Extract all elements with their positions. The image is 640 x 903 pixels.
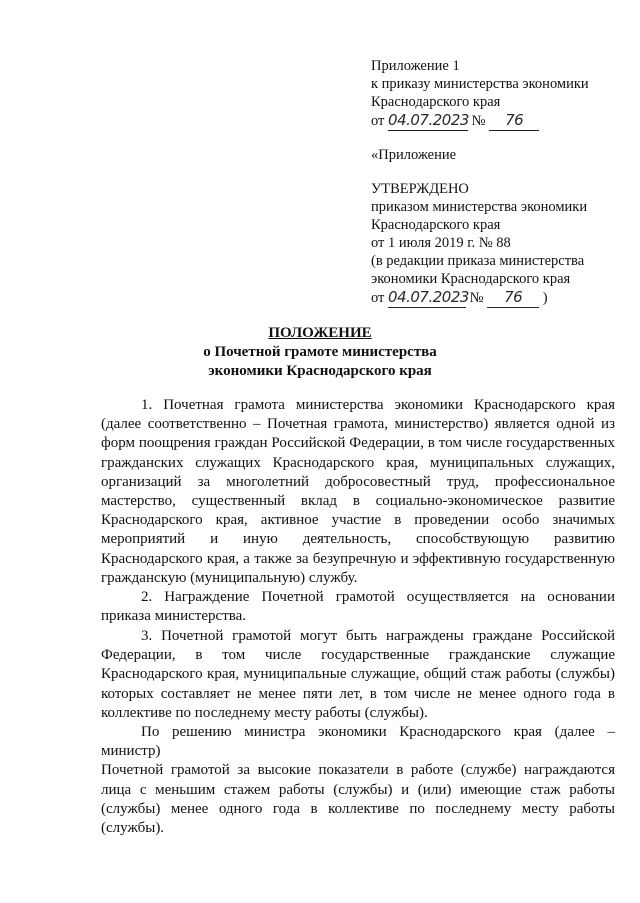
approved-title: УТВЕРЖДЕНО	[371, 181, 469, 197]
paragraph-1-line: (далее соответственно – Почетная грамота, министерство) является одной из	[101, 416, 615, 433]
header-date-line	[371, 111, 539, 131]
paragraph-1-line: гражданскую (муниципальную) службу.	[101, 569, 358, 586]
approved-closing: )	[542, 290, 548, 306]
approved-date: 04.07.2023	[388, 288, 469, 306]
paragraph-1-line: мероприятий и иную деятельность, способствующую развитию	[101, 531, 615, 548]
approved-line-5: экономики Краснодарского края	[371, 271, 571, 287]
paragraph-3-line: Федерации, в том числе государственные гражданские служащие	[101, 647, 615, 664]
paragraph-4	[101, 723, 615, 838]
header-line-3: Краснодарского края	[371, 94, 501, 110]
header-number-prefix: №	[471, 113, 486, 129]
header-line-2: к приказу министерства экономики	[371, 76, 589, 92]
approved-date-prefix: от	[371, 290, 385, 306]
approved-date-line	[371, 288, 548, 308]
paragraph-4-line: лица с меньшим стажем работы (службы) и (или) имеющие стаж работы	[101, 781, 615, 798]
paragraph-2-line: 2. Награждение Почетной грамотой осуществляется на основании	[141, 589, 615, 605]
document-subtitle-1: о Почетной грамоте министерства	[203, 344, 437, 360]
approved-line-2: Краснодарского края	[371, 217, 501, 233]
approved-number-prefix: №	[469, 290, 484, 306]
paragraph-2	[101, 588, 615, 626]
paragraph-4-line: (службы).	[101, 820, 165, 837]
approved-line-1: приказом министерства экономики	[371, 199, 588, 215]
paragraph-1-line: мастерство, существенный вклад в социально-экономическое развитие	[101, 493, 615, 510]
paragraph-3-line: 3. Почетной грамотой могут быть награждены граждане Российской	[141, 628, 615, 644]
header-date: 04.07.2023	[388, 111, 469, 129]
document-title: ПОЛОЖЕНИЕ	[268, 325, 372, 341]
paragraph-1-line: форм поощрения граждан Российской Федерации, в том числе государственных	[101, 435, 615, 452]
paragraph-2-line: приказа министерства.	[101, 608, 247, 625]
paragraph-4-line: (службы) менее одного года в коллективе по последнему месту работы	[101, 800, 615, 817]
paragraph-3	[101, 627, 615, 723]
paragraph-1	[101, 396, 615, 588]
annex-label: «Приложение	[371, 147, 457, 163]
approved-number: 76	[487, 288, 539, 308]
paragraph-1-line: организаций за многолетний добросовестный труд, профессиональное	[101, 473, 615, 490]
paragraph-1-line: 1. Почетная грамота министерства экономики Краснодарского края	[141, 397, 615, 413]
paragraph-1-line: Краснодарского края, а также за безупречную и эффективную государственную	[101, 550, 615, 567]
paragraph-3-line: которых составляет не менее пяти лет, в том числе не менее одного года в	[101, 685, 615, 702]
paragraph-1-line: гражданских служащих Краснодарского края, муниципальных служащих,	[101, 454, 615, 471]
paragraph-4-line: Почетной грамотой за высокие показатели в работе (службе) награждаются	[101, 762, 615, 779]
paragraph-3-line: Краснодарского края, муниципальные служащие, общий стаж работы (службы)	[101, 666, 615, 683]
header-number: 76	[489, 111, 539, 131]
paragraph-3-line: коллективе по последнему месту работы (службы).	[101, 704, 428, 721]
approved-line-4: (в редакции приказа министерства	[371, 253, 585, 269]
header-date-prefix: от	[371, 113, 385, 129]
paragraph-4-line: По решению министра экономики Краснодарского края (далее – министр)	[101, 724, 615, 760]
document-subtitle-2: экономики Краснодарского края	[208, 363, 432, 379]
paragraph-1-line: Краснодарского края, активное участие в проведении особо значимых	[101, 512, 615, 529]
header-line-1: Приложение 1	[371, 58, 460, 74]
approved-line-3: от 1 июля 2019 г. № 88	[371, 235, 511, 251]
